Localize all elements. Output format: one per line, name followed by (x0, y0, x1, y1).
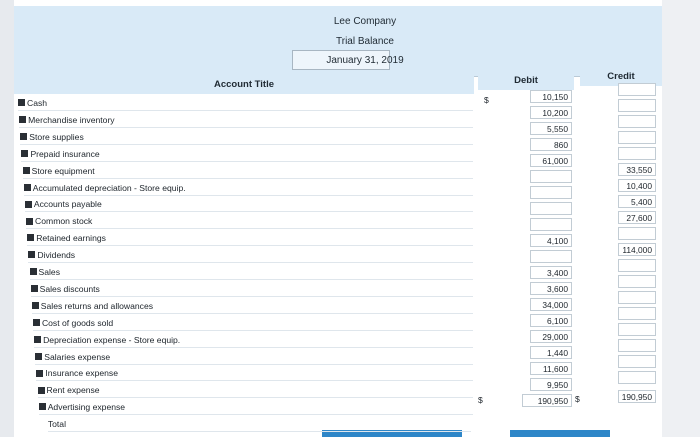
credit-input[interactable] (618, 115, 656, 128)
account-name: Insurance expense (45, 368, 119, 379)
debit-input[interactable] (530, 170, 572, 183)
dropdown-icon[interactable] (39, 403, 46, 410)
dropdown-icon[interactable] (19, 116, 26, 123)
dropdown-icon[interactable] (24, 184, 31, 191)
account-row[interactable] (31, 282, 473, 297)
account-name: Sales (38, 267, 60, 277)
account-name: Salaries expense (44, 351, 111, 362)
account-name: Prepaid insurance (30, 148, 100, 159)
right-margin (662, 0, 700, 437)
account-row[interactable] (30, 265, 474, 280)
account-name: Store supplies (29, 131, 84, 142)
credit-input[interactable]: 10,400 (618, 179, 656, 192)
debit-input[interactable] (530, 186, 572, 199)
debit-input[interactable]: 5,550 (530, 122, 572, 135)
account-row[interactable] (18, 96, 473, 111)
bottom-button-2[interactable] (510, 430, 610, 437)
credit-input[interactable] (618, 275, 656, 288)
account-row[interactable] (20, 130, 473, 145)
account-row[interactable] (28, 248, 473, 263)
account-name: Depreciation expense - Store equip. (43, 334, 181, 345)
credit-input[interactable] (618, 307, 656, 320)
credit-input[interactable]: 33,550 (618, 163, 656, 176)
account-name: Cost of goods sold (41, 317, 114, 328)
debit-input[interactable] (530, 250, 572, 263)
credit-input[interactable] (618, 355, 656, 368)
account-name: Rent expense (46, 385, 100, 396)
total-credit-input[interactable]: 190,950 (618, 390, 656, 403)
debit-input[interactable]: 9,950 (530, 378, 572, 391)
debit-input[interactable]: 4,100 (530, 234, 572, 247)
column-header-credit: Credit (580, 68, 662, 86)
account-name: Sales returns and allowances (40, 300, 154, 311)
account-row[interactable] (27, 231, 473, 246)
credit-input[interactable] (618, 131, 656, 144)
dropdown-icon[interactable] (34, 336, 41, 343)
currency-symbol: $ (484, 95, 489, 105)
debit-input[interactable]: 61,000 (530, 154, 572, 167)
dropdown-icon[interactable] (30, 268, 37, 275)
dropdown-icon[interactable] (21, 150, 28, 157)
debit-input[interactable] (530, 202, 572, 215)
account-name: Dividends (37, 250, 76, 261)
debit-input[interactable]: 11,600 (530, 362, 572, 375)
account-name: Accumulated depreciation - Store equip. (32, 182, 186, 193)
dropdown-icon[interactable] (36, 370, 43, 377)
debit-input[interactable]: 3,600 (530, 282, 572, 295)
account-name: Retained earnings (36, 233, 106, 244)
credit-input[interactable] (618, 147, 656, 160)
credit-input[interactable]: 114,000 (618, 243, 656, 256)
dropdown-icon[interactable] (38, 387, 45, 394)
account-name: Store equipment (31, 165, 95, 176)
report-date: January 31, 2019 (326, 55, 404, 66)
total-label: Total (47, 419, 66, 430)
dropdown-icon[interactable] (27, 234, 34, 241)
account-row[interactable] (33, 316, 473, 331)
total-credit-currency-symbol: $ (575, 394, 580, 404)
account-row[interactable] (21, 147, 473, 162)
credit-input[interactable] (618, 259, 656, 272)
total-row (48, 417, 471, 432)
account-row[interactable] (24, 181, 473, 196)
credit-input[interactable] (618, 99, 656, 112)
dropdown-icon[interactable] (28, 251, 35, 258)
account-row[interactable] (39, 400, 473, 415)
credit-input[interactable] (618, 323, 656, 336)
dropdown-icon[interactable] (18, 99, 25, 106)
credit-input[interactable]: 5,400 (618, 195, 656, 208)
account-row[interactable] (19, 113, 473, 128)
dropdown-icon[interactable] (33, 319, 40, 326)
column-header-debit: Debit (478, 72, 574, 90)
account-row[interactable] (35, 350, 473, 365)
account-row[interactable] (26, 214, 473, 229)
report-title: Trial Balance (336, 36, 394, 47)
account-row[interactable] (25, 197, 473, 212)
dropdown-icon[interactable] (26, 218, 33, 225)
debit-input[interactable]: 3,400 (530, 266, 572, 279)
credit-input[interactable] (618, 339, 656, 352)
account-name: Cash (27, 98, 48, 108)
debit-input[interactable]: 1,440 (530, 346, 572, 359)
debit-input[interactable]: 6,100 (530, 314, 572, 327)
account-row[interactable] (32, 299, 473, 314)
dropdown-icon[interactable] (32, 302, 39, 309)
dropdown-icon[interactable] (25, 201, 32, 208)
debit-input[interactable]: 34,000 (530, 298, 572, 311)
credit-input[interactable] (618, 227, 656, 240)
account-name: Sales discounts (39, 283, 100, 294)
dropdown-icon[interactable] (20, 133, 27, 140)
total-currency-symbol: $ (478, 395, 483, 405)
account-row[interactable] (38, 383, 473, 398)
dropdown-icon[interactable] (31, 285, 38, 292)
debit-input[interactable]: 860 (530, 138, 572, 151)
dropdown-icon[interactable] (35, 353, 42, 360)
debit-input[interactable]: 29,000 (530, 330, 572, 343)
credit-input[interactable] (618, 83, 656, 96)
debit-input[interactable]: 10,150 (530, 90, 572, 103)
credit-input[interactable] (618, 371, 656, 384)
account-name: Merchandise inventory (28, 114, 115, 125)
account-row[interactable] (36, 366, 473, 381)
account-name: Common stock (35, 216, 93, 227)
company-name: Lee Company (333, 16, 397, 27)
account-name: Accounts payable (33, 199, 102, 210)
credit-input[interactable] (618, 291, 656, 304)
dropdown-icon[interactable] (23, 167, 30, 174)
debit-input[interactable]: 10,200 (530, 106, 572, 119)
column-header-account: Account Title (14, 76, 474, 94)
left-margin (0, 0, 14, 437)
credit-input[interactable]: 27,600 (618, 211, 656, 224)
account-row[interactable] (34, 333, 473, 348)
account-name: Advertising expense (47, 402, 126, 413)
total-debit-input[interactable]: 190,950 (522, 394, 572, 407)
account-row[interactable] (23, 164, 473, 179)
debit-input[interactable] (530, 218, 572, 231)
